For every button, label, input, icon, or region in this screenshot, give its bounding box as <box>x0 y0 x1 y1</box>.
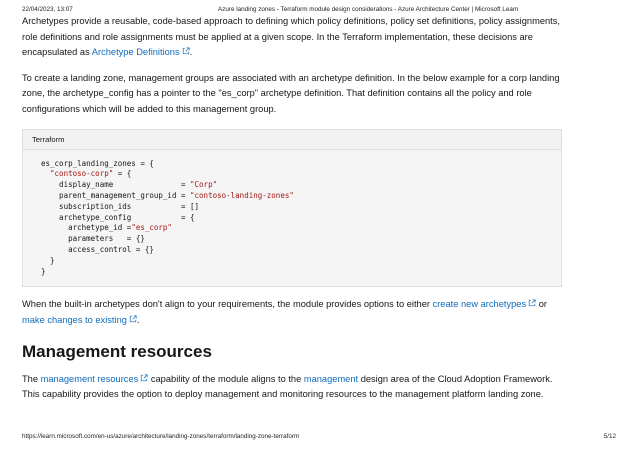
code-line <box>41 159 154 168</box>
external-link-icon <box>129 315 137 323</box>
print-page-title: Azure landing zones - Terraform module design considerations - Azure Architecture Center | Microsoft Learn <box>218 6 519 13</box>
code-token <box>41 169 50 178</box>
code-token: subscription_ids = [] <box>41 201 200 211</box>
section-heading-management-resources: Management resources <box>22 341 212 361</box>
paragraph-text: When the built-in archetypes don't align to your requirements, the module provides options to either <box>22 299 433 310</box>
code-line <box>41 223 172 232</box>
code-line <box>41 267 46 276</box>
code-line <box>41 202 199 211</box>
code-token: display_name = <box>41 180 191 190</box>
link-text: make changes to existing <box>22 314 127 325</box>
paragraph-text: Archetypes provide a reusable, code-based approach to defining which policy definitions, policy set definitions, policy assignments, role definitions and role assignments must be applied at a given scope. In the Terraform implementation, these decisions are encapsulated as <box>22 16 560 58</box>
code-token: = { <box>113 169 132 179</box>
code-line <box>41 234 145 243</box>
create-new-archetypes-link[interactable] <box>433 299 537 309</box>
code-line <box>41 213 195 222</box>
management-design-area-link[interactable] <box>304 374 358 384</box>
code-token: es_corp_landing_zones = { <box>41 158 154 168</box>
code-token: archetype_id = <box>41 223 132 233</box>
code-token: } <box>41 255 55 265</box>
code-line <box>41 245 154 254</box>
link-text: Archetype Definitions <box>91 47 180 58</box>
print-footer <box>22 433 616 443</box>
print-url: https://learn.microsoft.com/en-us/azure/architecture/landing-zones/terraform/landing-zone-terraform <box>22 433 300 440</box>
link-text: management <box>303 373 359 384</box>
code-line <box>41 191 294 200</box>
code-string: "contoso-landing-zones" <box>190 190 294 200</box>
paragraph-landing-zone: To create a landing zone, management groups are associated with an archetype definition. In the below example for a corp landing zone, the archetype_config has a pointer to the "es_corp" archetype definition. That definition contains all the policy and role configurations which will be added to this management group. <box>22 72 560 114</box>
code-language-label: Terraform <box>23 130 561 150</box>
code-string: "Corp" <box>190 180 218 190</box>
link-text: management resources <box>40 373 139 384</box>
paragraph-builtin-archetypes <box>22 297 562 328</box>
paragraph-text: The <box>22 373 41 384</box>
code-token: parent_management_group_id = <box>41 190 191 200</box>
paragraph-archetypes <box>22 14 562 61</box>
article-content <box>22 14 562 403</box>
punctuation: . <box>189 47 193 58</box>
make-changes-link[interactable] <box>22 315 137 325</box>
code-token: } <box>41 266 46 276</box>
archetype-definitions-link[interactable] <box>92 47 190 57</box>
print-date: 22/04/2023, 13:07 <box>22 6 73 13</box>
code-line <box>41 169 131 178</box>
paragraph-text: design area of the Cloud Adoption Framework. This capability provides the option to deploy management and monitoring resources to the management platform landing zone. <box>22 373 553 400</box>
paragraph-text: or <box>536 299 547 310</box>
code-token: access_control = {} <box>41 244 154 254</box>
link-text: create new archetypes <box>432 299 527 310</box>
code-token: archetype_config = { <box>41 212 195 222</box>
page-number: 5/12 <box>603 433 616 440</box>
punctuation: . <box>136 314 140 325</box>
code-line <box>41 256 55 265</box>
code-content[interactable] <box>23 150 561 287</box>
code-string: "contoso-corp" <box>50 169 114 179</box>
code-string: "es_corp" <box>131 223 172 233</box>
management-resources-link[interactable] <box>41 374 149 384</box>
external-link-icon <box>528 299 536 307</box>
code-line <box>41 180 217 189</box>
external-link-icon <box>182 47 190 55</box>
paragraph-text: capability of the module aligns to the <box>148 373 304 384</box>
code-block <box>22 129 562 288</box>
code-token: parameters = {} <box>41 234 145 244</box>
paragraph-management <box>22 372 562 403</box>
